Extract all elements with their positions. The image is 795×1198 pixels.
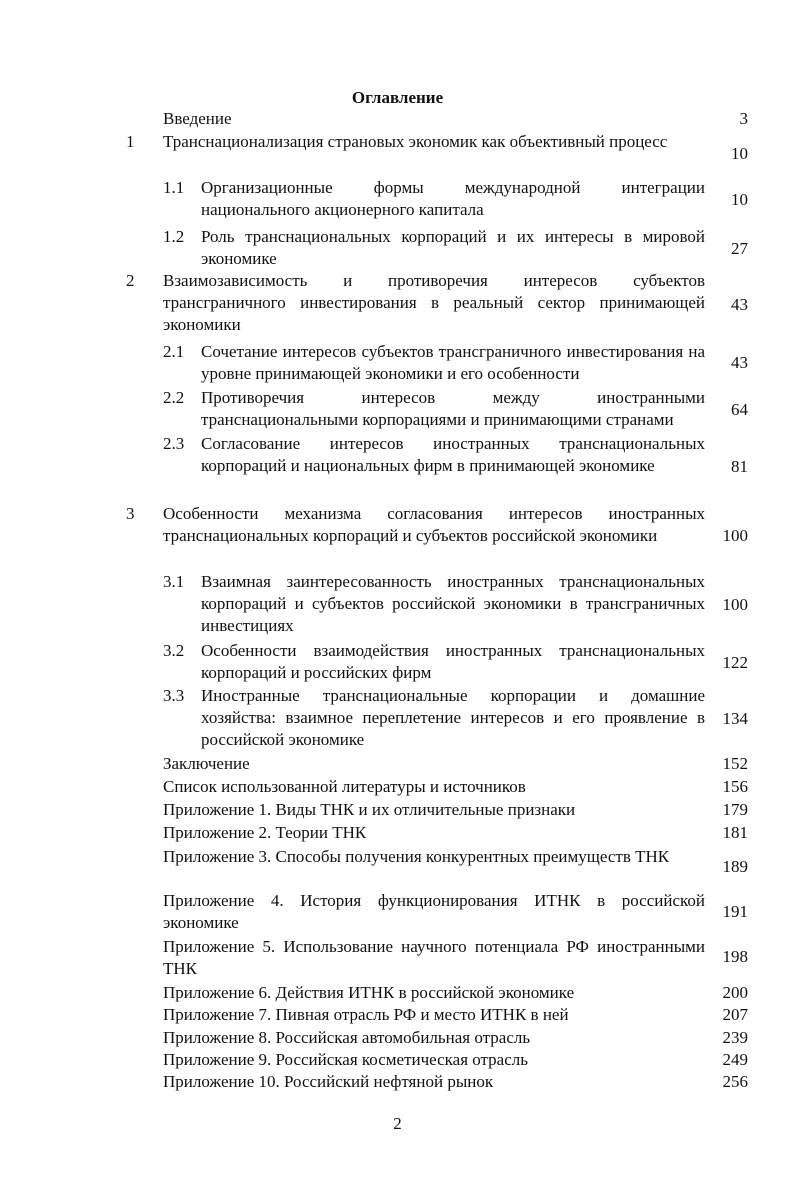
toc-page-number: 249 [722,1050,748,1069]
toc-entry-text: Приложение 10. Российский нефтяной рынок [163,1072,494,1091]
toc-entry-text: Организационные формы международной интеграции национального акционерного капитала [201,178,705,219]
toc-entry-text: Особенности механизма согласования интересов иностранных транснациональных корпораций и субъектов российской экономики [163,504,705,545]
toc-page-number: 191 [722,902,748,921]
toc-entry-number: 3 [126,504,135,523]
toc-page-number: 207 [722,1005,748,1024]
toc-page-number: 134 [722,709,748,728]
toc-entry-text: Приложение 2. Теории ТНК [163,823,367,842]
toc-page-number: 181 [722,823,748,842]
toc-page-number: 152 [722,754,748,773]
toc-entry-number: 3.1 [163,572,185,591]
toc-page-number: 122 [722,653,748,672]
toc-page-number: 10 [731,144,748,163]
toc-entry-text: Введение [163,109,232,128]
toc-entry-number: 2.3 [163,434,185,453]
toc-page-number: 10 [731,190,748,209]
toc-entry-text: Особенности взаимодействия иностранных транснациональных корпораций и российских фирм [201,641,705,682]
toc-entry-number: 1.1 [163,178,185,197]
toc-page-number: 100 [722,595,748,614]
toc-entry-number: 2 [126,271,135,290]
toc-entry-text: Роль транснациональных корпораций и их интересы в мировой экономике [201,227,705,268]
toc-entry-text: Приложение 3. Способы получения конкурентных преимуществ ТНК [163,847,670,866]
toc-entry-number: 1 [126,132,135,151]
toc-entry-text: Приложение 6. Действия ИТНК в российской экономике [163,983,575,1002]
toc-entry-text: Заключение [163,754,250,773]
toc-page-number: 3 [739,109,748,128]
toc-entry-number: 3.2 [163,641,185,660]
toc-page-number: 81 [731,457,748,476]
toc-entry-number: 1.2 [163,227,185,246]
toc-entry-text: Приложение 1. Виды ТНК и их отличительные признаки [163,800,576,819]
toc-page-number: 100 [722,526,748,545]
toc-page-number: 239 [722,1028,748,1047]
toc-entry-text: Приложение 4. История функционирования ИТНК в российской экономике [163,891,705,932]
toc-page-number: 200 [722,983,748,1002]
page-number: 2 [393,1114,402,1133]
toc-page-number: 256 [722,1072,748,1091]
toc-entry-text: Противоречия интересов между иностранными транснациональными корпорациями и принимающими странами [201,388,705,429]
toc-page-number: 179 [722,800,748,819]
toc-page-number: 198 [722,947,748,966]
toc-entry-text: Согласование интересов иностранных транснациональных корпораций и национальных фирм в принимающей экономике [201,434,705,475]
toc-page-number: 43 [731,295,748,314]
page-title: Оглавление [351,88,444,107]
toc-entry-text: Приложение 9. Российская косметическая отрасль [163,1050,529,1069]
toc-entry-text: Транснационализация страновых экономик как объективный процесс [163,132,668,151]
toc-entry-text: Приложение 7. Пивная отрасль РФ и место ИТНК в ней [163,1005,569,1024]
toc-entry-number: 2.1 [163,342,185,361]
toc-entry-text: Взаимная заинтересованность иностранных транснациональных корпораций и субъектов российской экономики в трансграничных инвестициях [201,572,705,635]
toc-entry-text: Список использованной литературы и источников [163,777,526,796]
toc-page-number: 189 [722,857,748,876]
toc-entry-text: Иностранные транснациональные корпорации и домашние хозяйства: взаимное переплетение интересов и его проявление в российской экономике [201,686,705,749]
toc-entry-number: 2.2 [163,388,185,407]
toc-page-number: 27 [731,239,748,258]
toc-page-number: 156 [722,777,748,796]
toc-page-number: 64 [731,400,748,419]
toc-entry-text: Сочетание интересов субъектов трансграничного инвестирования на уровне принимающей экономики и его особенности [201,342,705,383]
toc-entry-text: Приложение 5. Использование научного потенциала РФ иностранными ТНК [163,937,705,978]
toc-entry-text: Приложение 8. Российская автомобильная отрасль [163,1028,531,1047]
toc-entry-text: Взаимозависимость и противоречия интересов субъектов трансграничного инвестирования в реальный сектор принимающей экономики [163,271,705,334]
toc-page-number: 43 [731,353,748,372]
toc-entry-number: 3.3 [163,686,185,705]
